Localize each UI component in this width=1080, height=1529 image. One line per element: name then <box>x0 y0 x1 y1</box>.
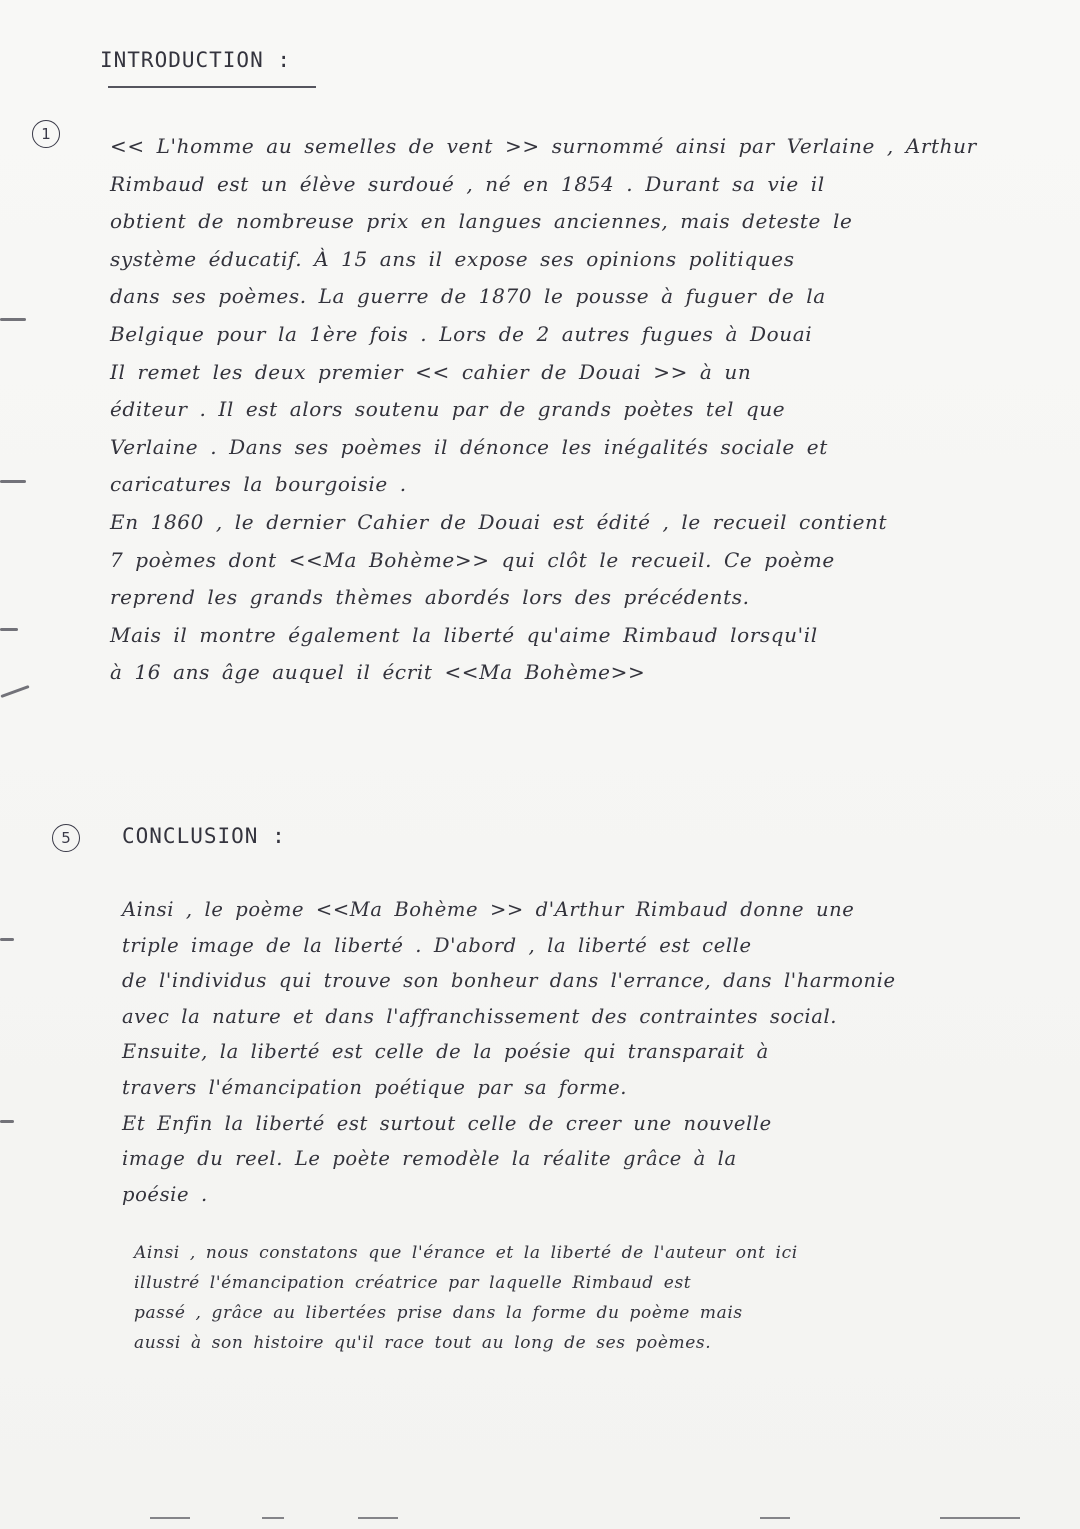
introduction-text <box>110 128 1040 692</box>
text-line: poésie . <box>122 1182 208 1206</box>
text-line: 7 poèmes dont <<Ma Bohème>> qui clôt le recueil. Ce poème <box>110 547 835 572</box>
text-line: passé , grâce au libertées prise dans la forme du poème mais <box>134 1303 743 1323</box>
text-line: dans ses poèmes. La guerre de 1870 le pousse à fuguer de la <box>110 284 826 309</box>
text-line: aussi à son histoire qu'il race tout au long de ses poèmes. <box>134 1333 712 1353</box>
text-line: Rimbaud est un élève surdoué , né en 1854 . Durant sa vie il <box>110 171 825 196</box>
text-line: triple image de la liberté . D'abord , la liberté est celle <box>122 933 752 957</box>
binder-mark <box>0 938 14 941</box>
text-line: à 16 ans âge auquel il écrit <<Ma Bohème>> <box>110 660 646 685</box>
text-line: Il remet les deux premier << cahier de Douai >> à un <box>110 359 752 384</box>
text-line: Mais il montre également la liberté qu'aime Rimbaud lorsqu'il <box>110 622 818 647</box>
text-line: Ainsi , nous constatons que l'érance et la liberté de l'auteur ont ici <box>134 1243 798 1263</box>
text-line: Belgique pour la 1ère fois . Lors de 2 autres fugues à Douai <box>110 321 813 346</box>
section-number-badge: 5 <box>52 824 80 852</box>
text-line: Ensuite, la liberté est celle de la poésie qui transparait à <box>122 1040 769 1064</box>
conclusion-paragraph-1 <box>122 892 1042 1212</box>
bottom-edge-marks <box>0 1515 1080 1529</box>
text-line: éditeur . Il est alors soutenu par de grands poètes tel que <box>110 397 786 422</box>
binder-mark <box>0 480 26 483</box>
binder-mark <box>0 318 26 321</box>
binder-mark <box>0 685 29 698</box>
bottom-mark <box>760 1517 790 1529</box>
bottom-mark <box>358 1517 398 1529</box>
text-line: illustré l'émancipation créatrice par laquelle Rimbaud est <box>134 1273 692 1293</box>
text-line: travers l'émancipation poétique par sa forme. <box>122 1075 628 1099</box>
bottom-mark <box>262 1517 284 1529</box>
binder-mark <box>0 628 18 631</box>
text-line: reprend les grands thèmes abordés lors des précédents. <box>110 585 750 610</box>
text-line: obtient de nombreuse prix en langues anciennes, mais deteste le <box>110 209 853 234</box>
section-number-badge: 1 <box>32 120 60 148</box>
text-line: Ainsi , le poème <<Ma Bohème >> d'Arthur Rimbaud donne une <box>122 898 855 921</box>
conclusion-heading: CONCLUSION : <box>122 824 286 848</box>
text-line: Et Enfin la liberté est surtout celle de creer une nouvelle <box>122 1111 772 1135</box>
bottom-mark <box>150 1517 190 1529</box>
introduction-heading: INTRODUCTION : <box>100 48 292 72</box>
text-line: En 1860 , le dernier Cahier de Douai est édité , le recueil contient <box>110 509 888 534</box>
text-line: image du reel. Le poète remodèle la réalite grâce à la <box>122 1147 737 1171</box>
text-line: avec la nature et dans l'affranchissement des contraintes social. <box>122 1004 838 1028</box>
text-line: << L'homme au semelles de vent >> surnommé ainsi par Verlaine , Arthur <box>110 134 977 158</box>
binder-mark <box>0 1120 14 1123</box>
text-line: système éducatif. À 15 ans il expose ses opinions politiques <box>110 246 795 271</box>
text-line: Verlaine . Dans ses poèmes il dénonce les inégalités sociale et <box>110 434 828 459</box>
text-line: caricatures la bourgoisie . <box>110 472 407 497</box>
bottom-mark <box>940 1517 1020 1529</box>
introduction-heading-underline <box>108 86 316 88</box>
text-line: de l'individus qui trouve son bonheur dans l'errance, dans l'harmonie <box>122 969 896 993</box>
conclusion-paragraph-2 <box>134 1238 1034 1358</box>
